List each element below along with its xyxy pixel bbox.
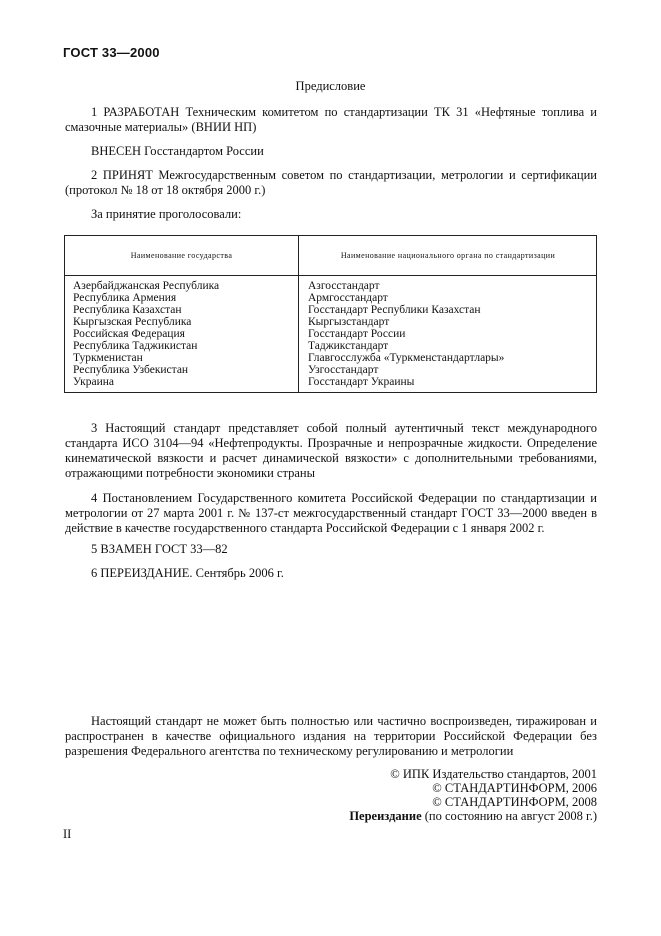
item-reissue: 6 ПЕРЕИЗДАНИЕ. Сентябрь 2006 г.: [91, 566, 284, 580]
body-cell: Таджикстандарт: [308, 340, 389, 352]
item-introduced: ВНЕСЕН Госстандартом России: [91, 144, 264, 158]
reissue-note: (по состоянию на август 2008 г.): [424, 809, 597, 823]
item-adopted: 2 ПРИНЯТ Межгосударственным советом по стандартизации, метрологии и сертификации (протокол № 18 от 18 октября 2000 г.): [65, 168, 597, 197]
body-cell: Госстандарт Украины: [308, 376, 415, 388]
table-header-divider: [65, 275, 596, 276]
document-code: ГОСТ 33—2000: [63, 45, 160, 60]
item-enactment: 4 Постановлением Государственного комитета Российской Федерации по стандартизации и метрологии от 27 марта 2001 г. № 137-ст межгосударственный стандарт ГОСТ 33—2000 введен в действие в качестве государственного стандарта Российской Федерации с 1 января 2002 г.: [65, 491, 597, 535]
state-cell: Туркменистан: [73, 352, 143, 364]
state-cell: Республика Казахстан: [73, 304, 182, 316]
body-cell: Армгосстандарт: [308, 292, 388, 304]
voting-table: [64, 235, 597, 393]
item-replaces: 5 ВЗАМЕН ГОСТ 33—82: [91, 542, 228, 556]
state-cell: Кыргызская Республика: [73, 316, 192, 328]
body-cell: Азгосстандарт: [308, 280, 380, 292]
body-cell: Узгосстандарт: [308, 364, 379, 376]
body-cell: Главгосслужба «Туркменстандартлары»: [308, 352, 505, 364]
copyright-line: © ИПК Издательство стандартов, 2001: [390, 767, 597, 781]
reproduction-notice: Настоящий стандарт не может быть полностью или частично воспроизведен, тиражирован и распространен в качестве официального издания на территории Российской Федерации без разрешения Федерального агентства по техническому регулированию и метрологии: [65, 714, 597, 758]
state-cell: Украина: [73, 376, 114, 388]
state-cell: Азербайджанская Республика: [73, 280, 220, 292]
body-column: [308, 280, 504, 388]
state-column: [73, 280, 219, 388]
body-cell: Кыргызстандарт: [308, 316, 390, 328]
page-number: II: [63, 827, 72, 841]
state-cell: Республика Армения: [73, 292, 177, 304]
state-cell: Республика Узбекистан: [73, 364, 189, 376]
vote-intro: За принятие проголосовали:: [91, 207, 242, 221]
table-header-state: Наименование государства: [130, 251, 233, 260]
page-title: Предисловие: [295, 79, 366, 93]
copyright-block: [349, 767, 597, 823]
state-cell: Республика Таджикистан: [73, 340, 198, 352]
copyright-line: © СТАНДАРТИНФОРМ, 2008: [432, 795, 597, 809]
reissue-label: Переиздание: [349, 809, 422, 823]
item-authentic-text: 3 Настоящий стандарт представляет собой полный аутентичный текст международного стандарта ИСО 3104—94 «Нефтепродукты. Прозрачные и непрозрачные жидкости. Определение кинематической вязкости и расчет динамической вязкости» с дополнительными требованиями, отражающими потребности экономики страны: [65, 421, 597, 480]
body-cell: Госстандарт России: [308, 328, 406, 340]
copyright-line: © СТАНДАРТИНФОРМ, 2006: [432, 781, 597, 795]
body-cell: Госстандарт Республики Казахстан: [308, 304, 481, 316]
state-cell: Российская Федерация: [73, 328, 185, 340]
item-developed: 1 РАЗРАБОТАН Техническим комитетом по стандартизации ТК 31 «Нефтяные топлива и смазочные материалы» (ВНИИ НП): [65, 105, 597, 134]
table-header-body: Наименование национального органа по стандартизации: [340, 251, 556, 260]
reissue-line: [349, 809, 597, 823]
